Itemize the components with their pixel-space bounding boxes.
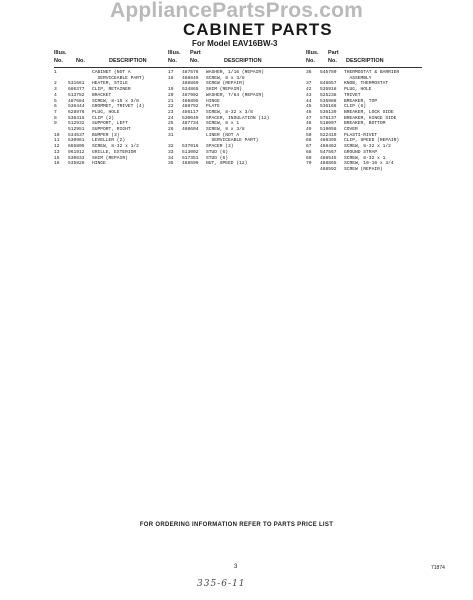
illus-number: 12 bbox=[54, 144, 60, 150]
handwritten-note: 335-6-11 bbox=[197, 579, 246, 589]
part-description: HINGE bbox=[206, 98, 220, 104]
parts-list bbox=[54, 70, 168, 167]
part-number: 488604 bbox=[182, 127, 199, 133]
part-number: 488545 bbox=[320, 155, 337, 161]
illus-number: 50 bbox=[306, 132, 312, 138]
illus-number: 9 bbox=[54, 121, 57, 127]
header-part: Part bbox=[328, 50, 339, 56]
part-description: SUPPORT, RIGHT bbox=[92, 127, 131, 133]
part-description: STUD (6) bbox=[206, 155, 229, 161]
part-description: PLASTI-RIVET bbox=[344, 132, 378, 138]
part-number: 525238 bbox=[320, 92, 337, 98]
illus-number: 31 bbox=[168, 132, 174, 138]
part-number: 513752 bbox=[68, 92, 85, 98]
part-description: HINGE bbox=[92, 161, 106, 167]
part-number: 536166 bbox=[320, 104, 337, 110]
part-number: 512951 bbox=[68, 127, 85, 133]
illus-number: 36 bbox=[306, 70, 312, 75]
part-number: 488865 bbox=[320, 161, 337, 167]
illus-number: 43 bbox=[306, 92, 312, 98]
part-description: BREAKER, BOTTOM bbox=[344, 121, 386, 127]
illus-number: 49 bbox=[306, 127, 312, 133]
part-description: SCREW (REPAIR) bbox=[344, 166, 383, 172]
table-row bbox=[306, 167, 422, 173]
illus-number: 69 bbox=[306, 155, 312, 161]
header-no: No. bbox=[306, 58, 315, 64]
part-description: SCREW (REPAIR) bbox=[206, 81, 245, 87]
illus-number: 66 bbox=[306, 138, 312, 144]
part-number: 628976 bbox=[68, 109, 85, 115]
illus-number: 68 bbox=[306, 149, 312, 155]
part-number: 547567 bbox=[320, 149, 337, 155]
part-number: 486895 bbox=[182, 98, 199, 104]
illus-number: 15 bbox=[54, 155, 60, 161]
part-number: 487734 bbox=[182, 121, 199, 127]
part-number: 537016 bbox=[182, 144, 199, 150]
illus-number: 48 bbox=[306, 121, 312, 127]
part-description: CLIP, RETAINER bbox=[92, 87, 131, 93]
part-number: 488849 bbox=[182, 75, 199, 81]
model-subtitle: For Model EAV16BW-3 bbox=[192, 39, 278, 48]
illus-number: 42 bbox=[306, 87, 312, 93]
part-number: 534537 bbox=[68, 132, 85, 138]
part-number: 522419 bbox=[320, 132, 337, 138]
part-description: SERVICEABLE PART) bbox=[206, 138, 259, 144]
part-description: STUD (6) bbox=[206, 149, 229, 155]
table-row bbox=[168, 161, 306, 167]
illus-number: 17 bbox=[168, 70, 174, 75]
part-number: 545780 bbox=[320, 70, 337, 75]
illus-number: 46 bbox=[306, 109, 312, 115]
watermark: AppliancePartsPros.com bbox=[110, 0, 363, 22]
illus-number: 8 bbox=[54, 115, 57, 121]
parts-list bbox=[168, 70, 306, 167]
part-description: SUPPORT, LEFT bbox=[92, 121, 128, 127]
part-description: SHIM (REPAIR) bbox=[92, 155, 128, 161]
illus-number: 21 bbox=[168, 98, 174, 104]
header-no: No. bbox=[54, 58, 63, 64]
part-description: SCREW, 8 x 1 bbox=[206, 121, 240, 127]
part-number: 530961 bbox=[68, 138, 85, 144]
part-number: 487576 bbox=[182, 70, 199, 75]
illus-number: 10 bbox=[54, 132, 60, 138]
illus-number: 22 bbox=[168, 104, 174, 110]
part-description: NUT, SPEED (12) bbox=[206, 161, 248, 167]
part-description: BREAKER, HINGE SIDE bbox=[344, 115, 397, 121]
part-description: CABINET (NOT A bbox=[92, 70, 131, 75]
illus-number: 3 bbox=[54, 87, 57, 93]
illus-number: 47 bbox=[306, 115, 312, 121]
part-number: 530049 bbox=[182, 115, 199, 121]
illus-number: 34 bbox=[168, 155, 174, 161]
part-description: PLUG, HOLE bbox=[344, 87, 372, 93]
part-description: BUMPER (3) bbox=[92, 132, 120, 138]
part-description: SCREW, 8-32 x 1/2 bbox=[344, 144, 391, 150]
header-no: No. bbox=[168, 58, 177, 64]
part-description: SPACER (3) bbox=[206, 144, 234, 150]
part-description: BREAKER, LOCK SIDE bbox=[344, 109, 394, 115]
column-header bbox=[168, 50, 306, 66]
illus-number: 13 bbox=[54, 149, 60, 155]
part-description: LINER (NOT A bbox=[206, 132, 240, 138]
part-number: 487902 bbox=[182, 92, 199, 98]
illus-number: 18 bbox=[168, 75, 174, 81]
column-header bbox=[306, 50, 422, 66]
part-description: SCREW, 8-15 x 3/8 bbox=[92, 98, 139, 104]
part-description: CLIP (6) bbox=[344, 104, 367, 110]
part-description: WASHER, 7/64 (REPAIR) bbox=[206, 92, 264, 98]
header-rule bbox=[306, 67, 422, 68]
part-description: HEATER, STILE bbox=[92, 81, 128, 87]
part-description: SCREW, 8 x 3/8 bbox=[206, 127, 245, 133]
illus-number: 7 bbox=[54, 109, 57, 115]
part-description: SPACER, INSULATION (12) bbox=[206, 115, 270, 121]
part-description: GROMMET, TRIVET (4) bbox=[92, 104, 145, 110]
parts-column-1 bbox=[54, 50, 168, 167]
illus-number: 37 bbox=[306, 81, 312, 87]
illus-number bbox=[306, 167, 320, 173]
part-number: 488592 bbox=[320, 166, 337, 172]
header-part: Part bbox=[190, 50, 201, 56]
table-row bbox=[54, 161, 168, 167]
part-number: 535918 bbox=[320, 87, 337, 93]
part-number: 486117 bbox=[182, 109, 199, 115]
part-number: 488462 bbox=[320, 144, 337, 150]
illus-number: 19 bbox=[168, 87, 174, 93]
illus-number: 33 bbox=[168, 149, 174, 155]
part-number: 686377 bbox=[68, 87, 85, 93]
part-number: 531661 bbox=[68, 81, 85, 87]
ordering-info: FOR ORDERING INFORMATION REFER TO PARTS PRICE LIST bbox=[139, 522, 334, 528]
part-description: TRIVET bbox=[344, 92, 361, 98]
part-number: 535828 bbox=[68, 161, 85, 167]
header-illus: Illus. bbox=[306, 50, 319, 56]
part-number: 513002 bbox=[182, 149, 199, 155]
header-illus: Illus. bbox=[54, 50, 67, 56]
part-description: CLIP, SPEED (REPAIR) bbox=[344, 138, 400, 144]
column-header bbox=[54, 50, 168, 66]
illus-number: 1 bbox=[54, 70, 57, 75]
part-number: 488860 bbox=[182, 81, 199, 87]
parts-column-3 bbox=[306, 50, 422, 173]
part-description: PLUG, HOLE bbox=[92, 109, 120, 115]
part-number: 961912 bbox=[68, 149, 85, 155]
part-description: ASSEMBLY bbox=[344, 75, 372, 81]
part-description: PLATE bbox=[206, 104, 220, 110]
illus-number: 6 bbox=[54, 104, 57, 110]
illus-number: 26 bbox=[168, 127, 174, 133]
part-description: LEVELLER (2) bbox=[92, 138, 126, 144]
part-number: 576137 bbox=[320, 115, 337, 121]
illus-number: 23 bbox=[168, 109, 174, 115]
illus-number: 2 bbox=[54, 81, 57, 87]
parts-list bbox=[306, 70, 422, 173]
header-description: DESCRIPTION bbox=[224, 58, 262, 64]
part-number: 488792 bbox=[182, 104, 199, 110]
illus-number: 4 bbox=[54, 92, 57, 98]
illus-number: 32 bbox=[168, 144, 174, 150]
part-number: 536415 bbox=[68, 115, 85, 121]
part-description: SERVICEABLE PART) bbox=[92, 75, 145, 81]
part-number: 848657 bbox=[320, 81, 337, 87]
illus-number: 16 bbox=[54, 161, 60, 167]
part-number: 519056 bbox=[320, 127, 337, 133]
illus-number: 45 bbox=[306, 104, 312, 110]
part-number: 512932 bbox=[68, 121, 85, 127]
parts-column-2 bbox=[168, 50, 306, 167]
part-description: BREAKER, TOP bbox=[344, 98, 378, 104]
part-description: CLIP (2) bbox=[92, 115, 115, 121]
part-description: SCREW, 8-32 x 1 bbox=[344, 155, 386, 161]
part-description: SHIM (REPAIR) bbox=[206, 87, 242, 93]
part-number: 517351 bbox=[182, 155, 199, 161]
part-number: 534865 bbox=[182, 87, 199, 93]
part-number: 536139 bbox=[320, 109, 337, 115]
part-description: SCREW, 8-32 x 1/2 bbox=[92, 144, 139, 150]
header-part-no: No. bbox=[76, 58, 85, 64]
part-number: 665805 bbox=[68, 144, 85, 150]
part-number: 488599 bbox=[182, 161, 199, 167]
header-rule bbox=[54, 67, 168, 68]
illus-number: 67 bbox=[306, 144, 312, 150]
illus-number: 44 bbox=[306, 98, 312, 104]
header-illus: Illus. bbox=[168, 50, 181, 56]
header-part-no: No. bbox=[190, 58, 199, 64]
part-description: COVER bbox=[344, 127, 358, 133]
part-description: GROUND STRAP bbox=[344, 149, 378, 155]
illus-number: 70 bbox=[306, 161, 312, 167]
part-number: 518007 bbox=[320, 121, 337, 127]
illus-number: 20 bbox=[168, 92, 174, 98]
part-description: KNOB, THERMOSTAT bbox=[344, 81, 389, 87]
part-number: 487684 bbox=[68, 98, 85, 104]
part-description: THERMOSTAT & BARRIER bbox=[344, 70, 400, 75]
page-number: 3 bbox=[234, 564, 238, 570]
part-number: 535988 bbox=[320, 98, 337, 104]
header-rule bbox=[168, 67, 306, 68]
part-number: 536444 bbox=[68, 104, 85, 110]
part-description: SCREW, 8 x 3/8 bbox=[206, 75, 245, 81]
illus-number: 35 bbox=[168, 161, 174, 167]
illus-number: 11 bbox=[54, 138, 60, 144]
header-part-no: No. bbox=[328, 58, 337, 64]
part-number: 488395 bbox=[320, 138, 337, 144]
part-description: GRILLE, EXTERIOR bbox=[92, 149, 137, 155]
document-code: 71874 bbox=[431, 565, 445, 571]
illus-number: 5 bbox=[54, 98, 57, 104]
illus-number: 25 bbox=[168, 121, 174, 127]
header-description: DESCRIPTION bbox=[109, 58, 147, 64]
part-description: SCREW, 10-16 x 3/4 bbox=[344, 161, 394, 167]
header-description: DESCRIPTION bbox=[346, 58, 384, 64]
illus-number: 24 bbox=[168, 115, 174, 121]
page-title: CABINET PARTS bbox=[183, 20, 333, 39]
part-number: 530833 bbox=[68, 155, 85, 161]
part-description: BRACKET bbox=[92, 92, 112, 98]
part-description: WASHER, 1/16 (REPAIR) bbox=[206, 70, 264, 75]
part-description: SCREW, 8-32 x 3/8 bbox=[206, 109, 253, 115]
